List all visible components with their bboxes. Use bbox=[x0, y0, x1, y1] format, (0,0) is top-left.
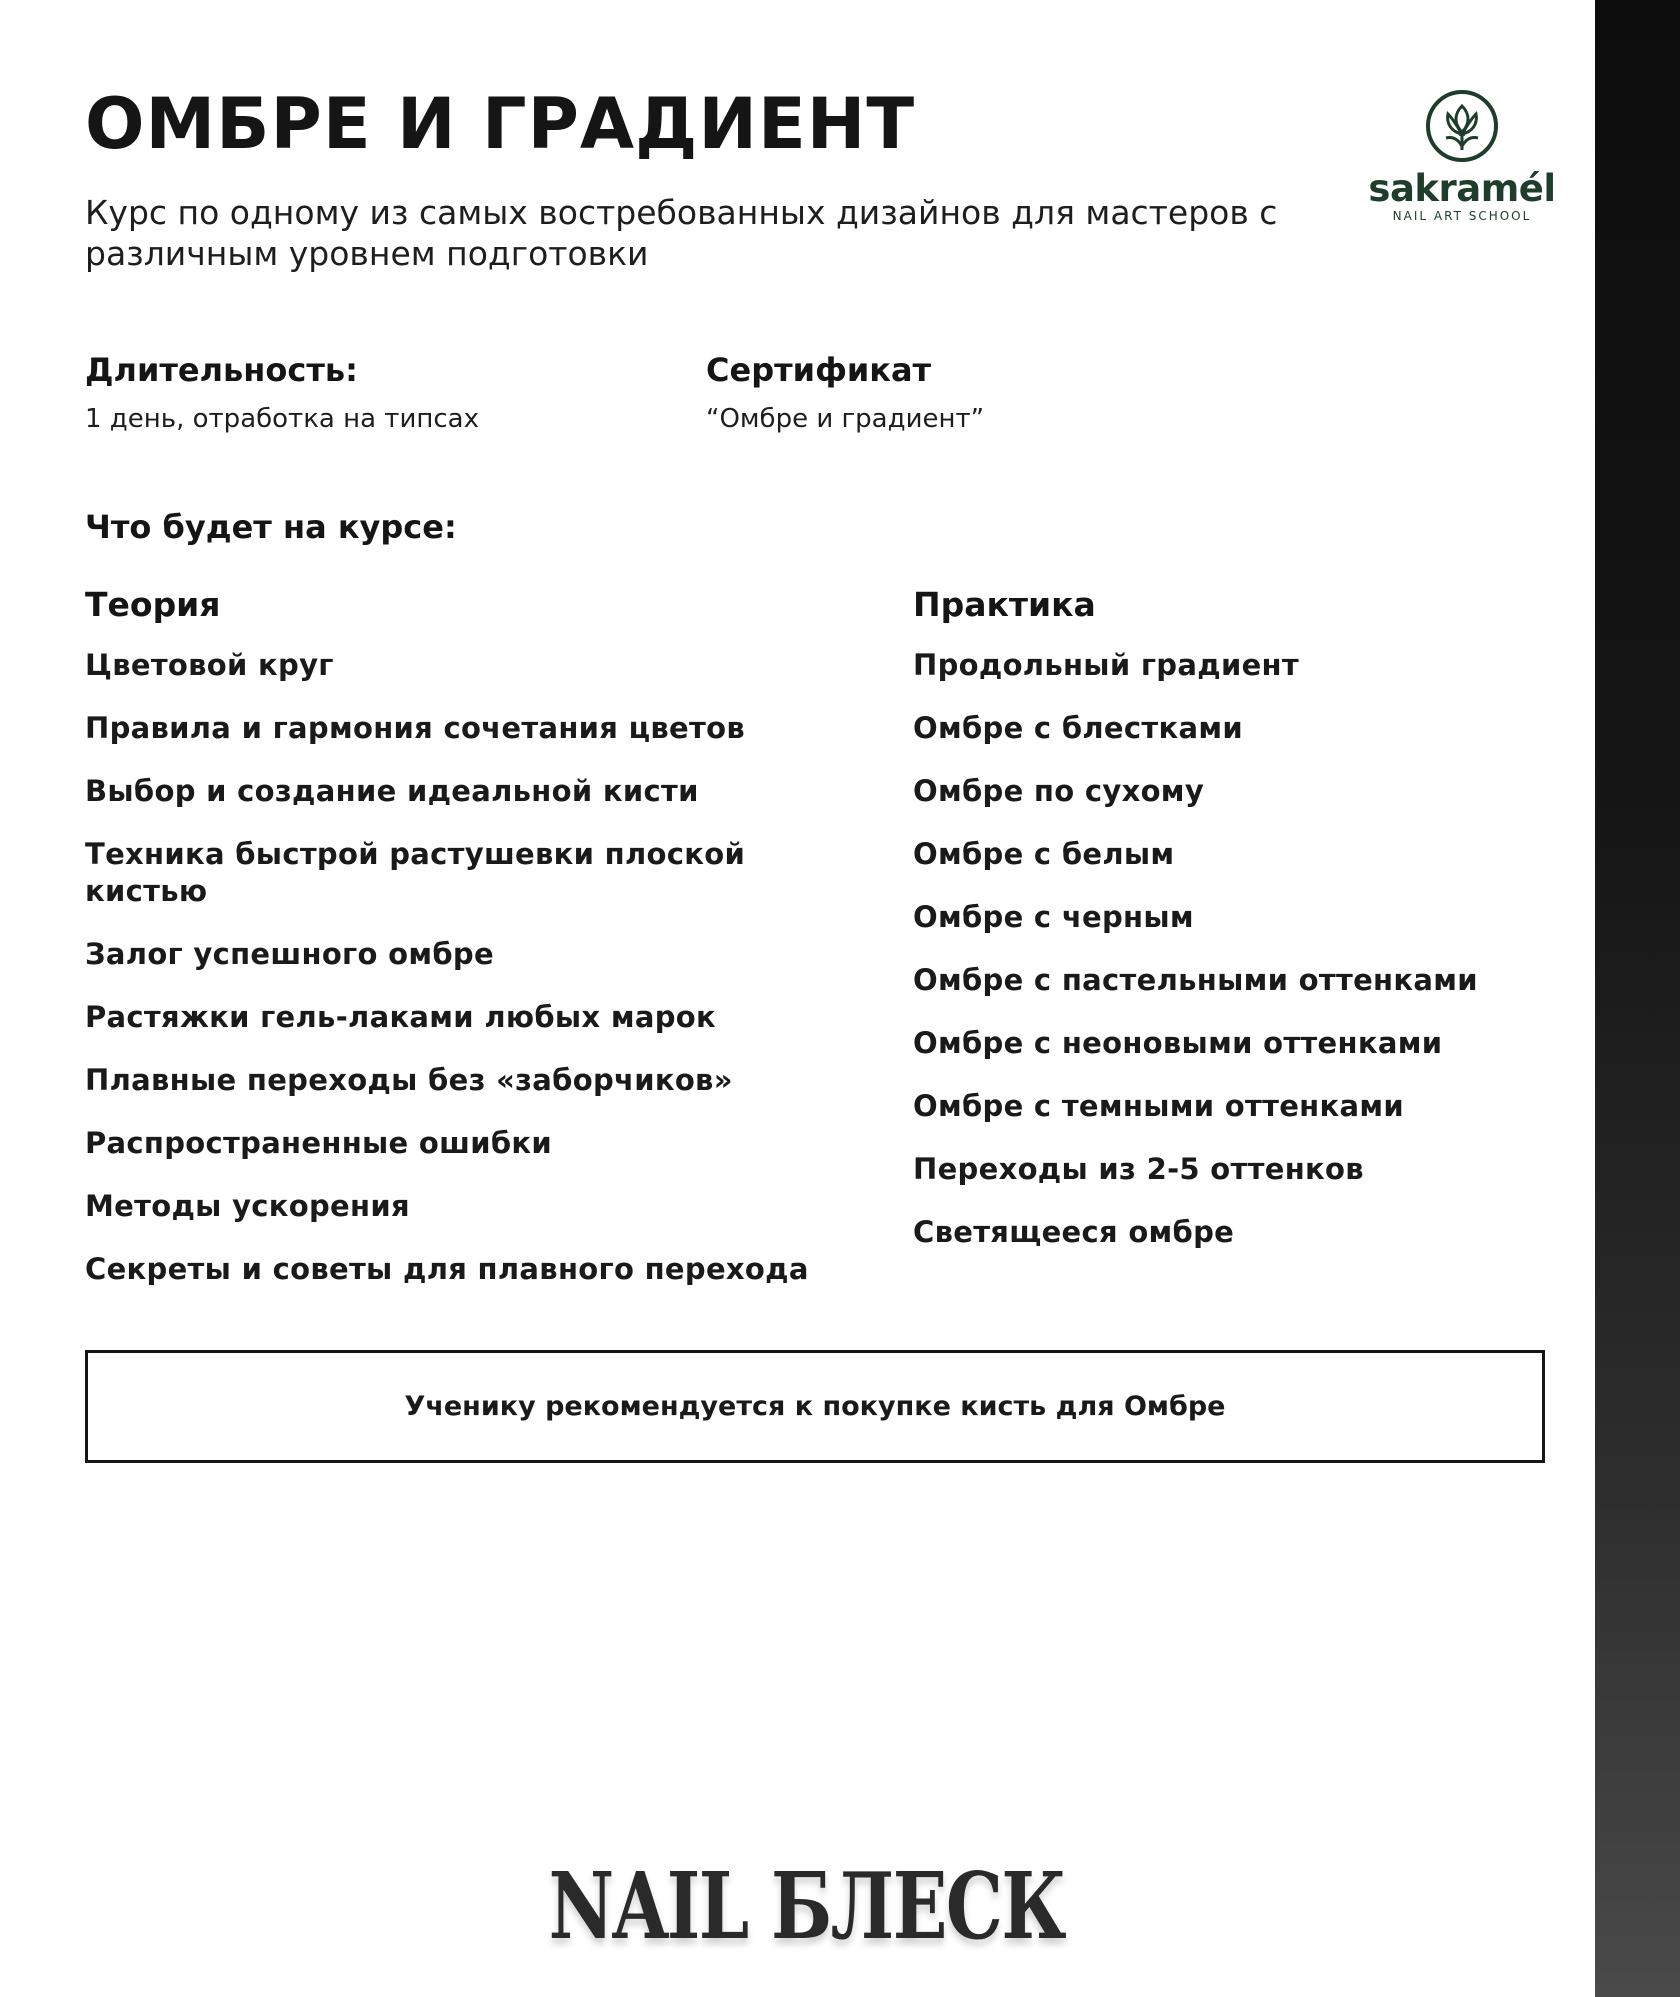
duration-block bbox=[85, 350, 479, 436]
theory-item: Правила и гармония сочетания цветов bbox=[85, 711, 746, 745]
theory-list bbox=[85, 647, 845, 1288]
practice-item: Омбре с блестками bbox=[913, 711, 1243, 745]
certificate-label: Сертификат bbox=[706, 351, 932, 389]
theory-title: Теория bbox=[85, 585, 221, 624]
recommendation-text: Ученику рекомендуется к покупке кисть для Омбре bbox=[404, 1391, 1226, 1422]
theory-item: Техника быстрой растушевки плоской кистью bbox=[85, 837, 746, 908]
duration-value: 1 день, отработка на типсах bbox=[85, 404, 479, 434]
certificate-block bbox=[706, 350, 984, 436]
theory-item: Секреты и советы для плавного перехода bbox=[85, 1252, 809, 1286]
practice-item: Омбре по сухому bbox=[913, 774, 1205, 808]
side-strip bbox=[1595, 0, 1680, 1997]
practice-item: Переходы из 2-5 оттенков bbox=[913, 1152, 1364, 1186]
course-heading: Что будет на курсе: bbox=[85, 508, 457, 546]
footer-brand: NAIL БЛЕСК bbox=[548, 1852, 1066, 1960]
practice-item: Омбре с белым bbox=[913, 837, 1175, 871]
theory-item: Распространенные ошибки bbox=[85, 1126, 553, 1160]
lotus-icon bbox=[1424, 88, 1500, 164]
practice-list bbox=[913, 647, 1563, 1251]
theory-item: Выбор и создание идеальной кисти bbox=[85, 774, 699, 808]
page-subtitle: Курс по одному из самых востребованных дизайнов для мастеров с различным уровнем подготовки bbox=[85, 193, 1278, 273]
theory-item: Методы ускорения bbox=[85, 1189, 410, 1223]
certificate-value: “Омбре и градиент” bbox=[706, 404, 985, 434]
practice-title: Практика bbox=[913, 585, 1096, 624]
theory-item: Цветовой круг bbox=[85, 648, 334, 682]
theory-item: Залог успешного омбре bbox=[85, 937, 494, 971]
practice-column bbox=[913, 585, 1563, 1277]
theory-item: Плавные переходы без «заборчиков» bbox=[85, 1063, 733, 1097]
practice-item: Светящееся омбре bbox=[913, 1215, 1235, 1249]
logo-tagline: NAIL ART SCHOOL bbox=[1392, 209, 1532, 223]
logo-name: sakramél bbox=[1368, 167, 1556, 210]
school-logo bbox=[1352, 88, 1572, 223]
practice-item: Омбре с темными оттенками bbox=[913, 1089, 1404, 1123]
practice-item: Омбре с неоновыми оттенками bbox=[913, 1026, 1443, 1060]
theory-item: Растяжки гель-лаками любых марок bbox=[85, 1000, 716, 1034]
practice-item: Омбре с черным bbox=[913, 900, 1194, 934]
page-title: ОМБРЕ И ГРАДИЕНТ bbox=[85, 83, 916, 165]
theory-column bbox=[85, 585, 845, 1314]
practice-item: Омбре с пастельными оттенками bbox=[913, 963, 1478, 997]
practice-item: Продольный градиент bbox=[913, 648, 1299, 682]
recommendation-box bbox=[85, 1350, 1545, 1463]
duration-label: Длительность: bbox=[85, 351, 358, 389]
